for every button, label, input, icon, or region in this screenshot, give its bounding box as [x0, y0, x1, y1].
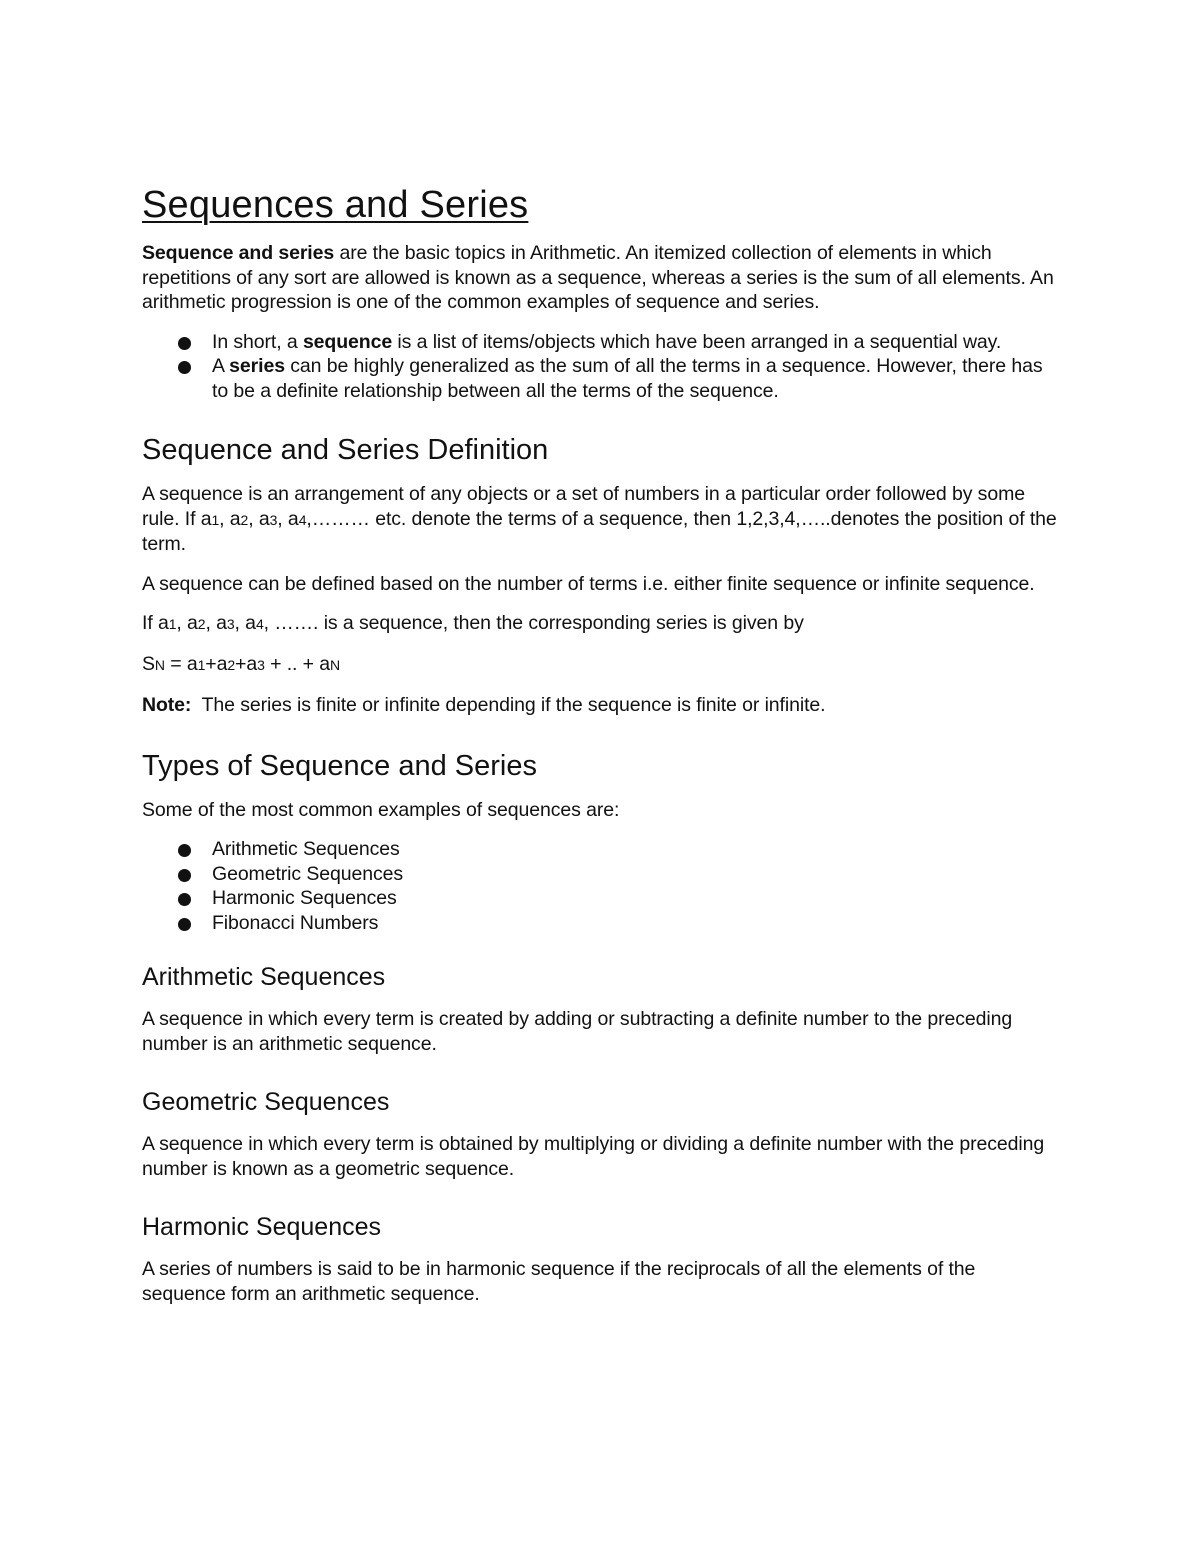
- definition-paragraph-2: A sequence can be defined based on the number of terms i.e. either finite sequence or infinite sequence.: [142, 572, 1035, 595]
- note-label: Note:: [142, 694, 192, 716]
- geometric-paragraph: A sequence in which every term is obtained by multiplying or dividing a definite number with the preceding number is known as a geometric sequence.: [142, 1133, 1045, 1180]
- document-content: [142, 183, 1062, 1306]
- bullet-icon: [178, 918, 191, 931]
- note-paragraph: [142, 693, 1062, 718]
- intro-bullet-list: [142, 330, 1062, 404]
- page-title: Sequences and Series: [142, 184, 529, 226]
- section-heading-harmonic: Harmonic Sequences: [142, 1213, 382, 1241]
- intro-paragraph: [142, 241, 1062, 315]
- list-item: A series can be highly generalized as the sum of all the terms in a sequence. However, there has to be a definite relationship between all the terms of the sequence.: [142, 354, 1062, 403]
- bullet-icon: [178, 893, 191, 906]
- list-item: Fibonacci Numbers: [142, 911, 1062, 936]
- bullet-icon: [178, 869, 191, 882]
- list-item: Geometric Sequences: [142, 862, 1062, 887]
- bullet-icon: [178, 844, 191, 857]
- harmonic-paragraph: A series of numbers is said to be in harmonic sequence if the reciprocals of all the elements of the sequence form an arithmetic sequence.: [142, 1258, 976, 1305]
- types-intro: Some of the most common examples of sequences are:: [142, 798, 620, 821]
- arithmetic-paragraph: A sequence in which every term is created by adding or subtracting a definite number to the preceding number is an arithmetic sequence.: [142, 1008, 1013, 1055]
- section-heading-types: Types of Sequence and Series: [142, 749, 537, 782]
- list-item: Harmonic Sequences: [142, 886, 1062, 911]
- section-heading-geometric: Geometric Sequences: [142, 1088, 390, 1116]
- bullet-icon: [178, 337, 191, 350]
- list-item: In short, a sequence is a list of items/objects which have been arranged in a sequential way.: [142, 330, 1062, 355]
- section-heading-definition: Sequence and Series Definition: [142, 434, 549, 466]
- definition-paragraph-1: A sequence is an arrangement of any objects or a set of numbers in a particular order followed by some rule. If a1, a2, a3, a4,……… etc. denote the terms of a sequence, then 1,2,3,4,…..denotes the position of the term.: [142, 483, 1057, 555]
- intro-text: are the basic topics in Arithmetic. An itemized collection of elements in which repetitions of any sort are allowed is known as a sequence, whereas a series is the sum of all elements. An arithmetic progression is one of the common examples of sequence and series.: [142, 242, 1054, 313]
- section-heading-arithmetic: Arithmetic Sequences: [142, 963, 386, 991]
- definition-paragraph-3: If a1, a2, a3, a4, ……. is a sequence, then the corresponding series is given by: [142, 612, 804, 634]
- types-bullet-list: [142, 837, 1062, 935]
- bullet-icon: [178, 361, 191, 374]
- list-item: Arithmetic Sequences: [142, 837, 1062, 862]
- note-text: The series is finite or infinite depending if the sequence is finite or infinite.: [191, 694, 826, 716]
- series-formula: SN = a1+a2+a3 + .. + aN: [142, 652, 341, 675]
- intro-bold-term: Sequence and series: [142, 242, 335, 264]
